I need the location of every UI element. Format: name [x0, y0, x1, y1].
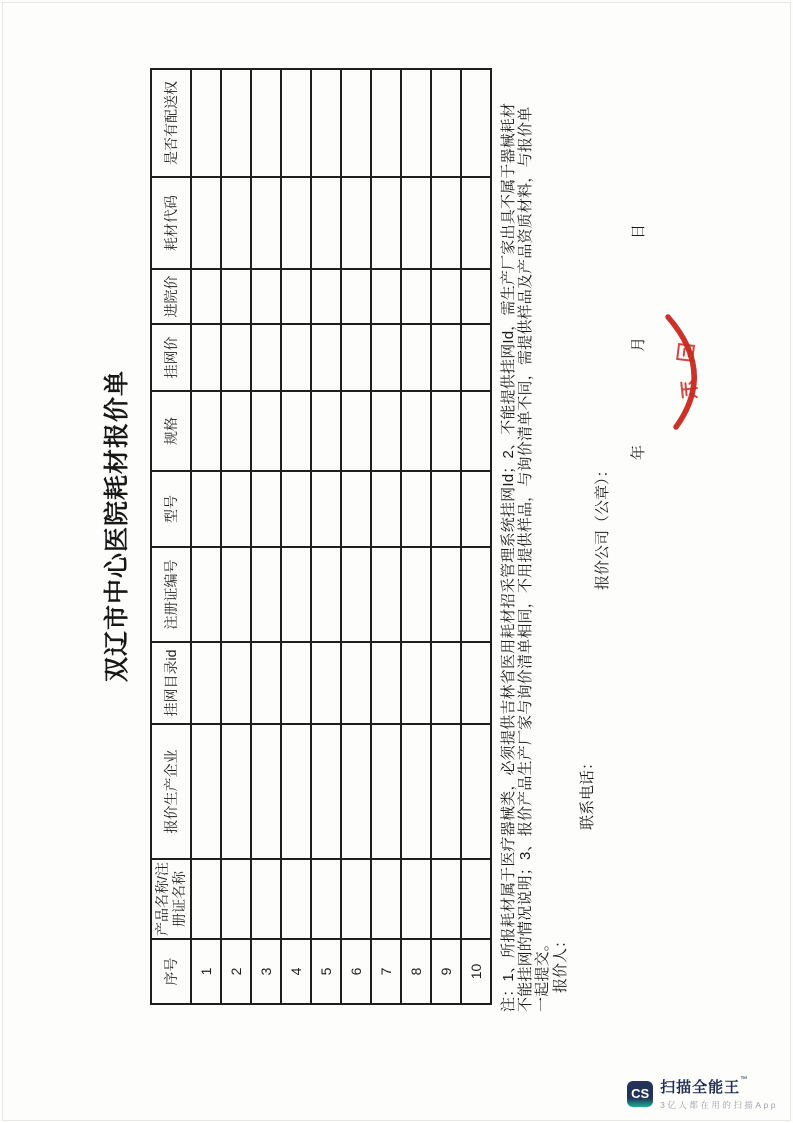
- empty-cell: [281, 177, 311, 269]
- table-row: [311, 69, 341, 1004]
- empty-cell: [251, 859, 281, 939]
- empty-cell: [191, 859, 221, 939]
- empty-cell: [191, 471, 221, 547]
- camscanner-logo-text: CS: [631, 1086, 650, 1101]
- empty-cell: [431, 391, 461, 471]
- empty-cell: [221, 724, 251, 859]
- column-header: 进院价: [151, 269, 191, 324]
- empty-cell: [401, 269, 431, 324]
- empty-cell: [371, 391, 401, 471]
- empty-cell: [251, 391, 281, 471]
- empty-cell: [221, 269, 251, 324]
- empty-cell: [281, 859, 311, 939]
- column-header: 序号: [151, 939, 191, 1004]
- note-line: 注：1、所报耗材属于医疗器械类，必须提供吉林省医用耗材招采管理系统挂网Id；2、不能提供挂网Id，需生产厂家出具不属于器械耗材: [500, 102, 517, 1012]
- empty-cell: [371, 177, 401, 269]
- empty-cell: [251, 642, 281, 724]
- company-label: 报价公司（公章）：: [594, 462, 611, 590]
- empty-cell: [461, 471, 491, 547]
- page-title: 双辽市中心医院耗材报价单: [103, 369, 131, 682]
- empty-cell: [431, 859, 461, 939]
- empty-cell: [371, 471, 401, 547]
- empty-cell: [251, 269, 281, 324]
- table-row: [401, 69, 431, 1004]
- empty-cell: [461, 642, 491, 724]
- empty-cell: [191, 177, 221, 269]
- empty-cell: [311, 69, 341, 177]
- empty-cell: [401, 69, 431, 177]
- empty-cell: [251, 471, 281, 547]
- camscanner-trademark-icon: ™: [740, 1076, 749, 1083]
- empty-cell: [311, 724, 341, 859]
- phone-label: 联系电话：: [579, 754, 596, 830]
- empty-cell: [311, 471, 341, 547]
- empty-cell: [431, 269, 461, 324]
- empty-cell: [461, 269, 491, 324]
- empty-cell: [431, 724, 461, 859]
- empty-cell: [461, 69, 491, 177]
- row-number-cell: 2: [221, 939, 251, 1004]
- empty-cell: [251, 69, 281, 177]
- row-number-cell: 8: [401, 939, 431, 1004]
- empty-cell: [311, 642, 341, 724]
- empty-cell: [341, 642, 371, 724]
- column-header: 型号: [151, 471, 191, 547]
- empty-cell: [311, 859, 341, 939]
- empty-cell: [431, 642, 461, 724]
- camscanner-watermark: [627, 1076, 778, 1111]
- empty-cell: [401, 642, 431, 724]
- empty-cell: [341, 324, 371, 391]
- column-header: 报价生产企业: [151, 724, 191, 859]
- empty-cell: [371, 642, 401, 724]
- empty-cell: [191, 391, 221, 471]
- table-row: [371, 69, 401, 1004]
- camscanner-tagline: 3亿人都在用的扫描App: [660, 1100, 778, 1110]
- empty-cell: [341, 859, 371, 939]
- table-row: [251, 69, 281, 1004]
- empty-cell: [461, 177, 491, 269]
- empty-cell: [191, 547, 221, 642]
- empty-cell: [401, 391, 431, 471]
- empty-cell: [281, 547, 311, 642]
- empty-cell: [191, 324, 221, 391]
- empty-cell: [311, 391, 341, 471]
- empty-cell: [221, 471, 251, 547]
- column-header: 挂网价: [151, 324, 191, 391]
- empty-cell: [401, 724, 431, 859]
- empty-cell: [281, 471, 311, 547]
- empty-cell: [401, 547, 431, 642]
- empty-cell: [401, 471, 431, 547]
- empty-cell: [221, 391, 251, 471]
- empty-cell: [341, 69, 371, 177]
- empty-cell: [371, 324, 401, 391]
- empty-cell: [371, 547, 401, 642]
- column-header: 产品名称/注册证名称: [151, 859, 191, 939]
- empty-cell: [221, 547, 251, 642]
- empty-cell: [281, 324, 311, 391]
- empty-cell: [341, 471, 371, 547]
- quoter-label: 报价人：: [552, 932, 569, 993]
- empty-cell: [251, 547, 281, 642]
- empty-cell: [221, 859, 251, 939]
- empty-cell: [371, 859, 401, 939]
- table-row: [341, 69, 371, 1004]
- empty-cell: [281, 69, 311, 177]
- column-header: 注册证编号: [151, 547, 191, 642]
- empty-cell: [461, 547, 491, 642]
- empty-cell: [281, 391, 311, 471]
- empty-cell: [191, 69, 221, 177]
- empty-cell: [251, 724, 281, 859]
- column-header: 耗材代码: [151, 177, 191, 269]
- table-row: [221, 69, 251, 1004]
- empty-cell: [251, 177, 281, 269]
- empty-cell: [401, 324, 431, 391]
- empty-cell: [311, 324, 341, 391]
- column-header: 规格: [151, 391, 191, 471]
- date-month-label: 月: [630, 336, 647, 352]
- empty-cell: [221, 177, 251, 269]
- empty-cell: [191, 269, 221, 324]
- empty-cell: [431, 324, 461, 391]
- date-day-label: 日: [630, 223, 647, 239]
- column-header: 是否有配送权: [151, 69, 191, 177]
- empty-cell: [401, 177, 431, 269]
- empty-cell: [311, 269, 341, 324]
- row-number-cell: 1: [191, 939, 221, 1004]
- row-number-cell: 3: [251, 939, 281, 1004]
- empty-cell: [311, 547, 341, 642]
- table-row: [281, 69, 311, 1004]
- empty-cell: [221, 69, 251, 177]
- empty-cell: [341, 269, 371, 324]
- empty-cell: [341, 724, 371, 859]
- row-number-cell: 5: [311, 939, 341, 1004]
- camscanner-app-name: 扫描全能王: [660, 1079, 741, 1096]
- empty-cell: [341, 177, 371, 269]
- empty-cell: [371, 69, 401, 177]
- row-number-cell: 4: [281, 939, 311, 1004]
- camscanner-logo-icon: [627, 1081, 653, 1107]
- table-row: [191, 69, 221, 1004]
- note-line: 一起提交。: [534, 935, 551, 1012]
- empty-cell: [281, 642, 311, 724]
- empty-cell: [431, 471, 461, 547]
- empty-cell: [341, 391, 371, 471]
- empty-cell: [191, 642, 221, 724]
- company-seal-stamp: [646, 297, 726, 447]
- empty-cell: [461, 391, 491, 471]
- empty-cell: [281, 269, 311, 324]
- empty-cell: [251, 324, 281, 391]
- empty-cell: [401, 859, 431, 939]
- notes: [500, 52, 551, 1012]
- row-number-cell: 6: [341, 939, 371, 1004]
- empty-cell: [431, 69, 461, 177]
- table-row: [431, 69, 461, 1004]
- row-number-cell: 9: [431, 939, 461, 1004]
- row-number-cell: 7: [371, 939, 401, 1004]
- empty-cell: [311, 177, 341, 269]
- quotation-table: [150, 68, 492, 1005]
- empty-cell: [371, 724, 401, 859]
- note-line: 不能挂网的情况说明；3、报价产品生产厂家与询价清单相同，不用提供样品，与询价清单不同，需提供样品及产品资质材料，与报价单: [517, 106, 534, 1012]
- empty-cell: [461, 324, 491, 391]
- empty-cell: [431, 177, 461, 269]
- table-row: [461, 69, 491, 1004]
- empty-cell: [281, 724, 311, 859]
- empty-cell: [461, 859, 491, 939]
- empty-cell: [341, 547, 371, 642]
- empty-cell: [191, 724, 221, 859]
- row-number-cell: 10: [461, 939, 491, 1004]
- table-header-row: [151, 69, 191, 1004]
- column-header: 挂网目录id: [151, 642, 191, 724]
- date-year-label: 年: [630, 444, 647, 460]
- empty-cell: [461, 724, 491, 859]
- empty-cell: [221, 324, 251, 391]
- empty-cell: [371, 269, 401, 324]
- table-body: [191, 69, 491, 1004]
- empty-cell: [431, 547, 461, 642]
- empty-cell: [221, 642, 251, 724]
